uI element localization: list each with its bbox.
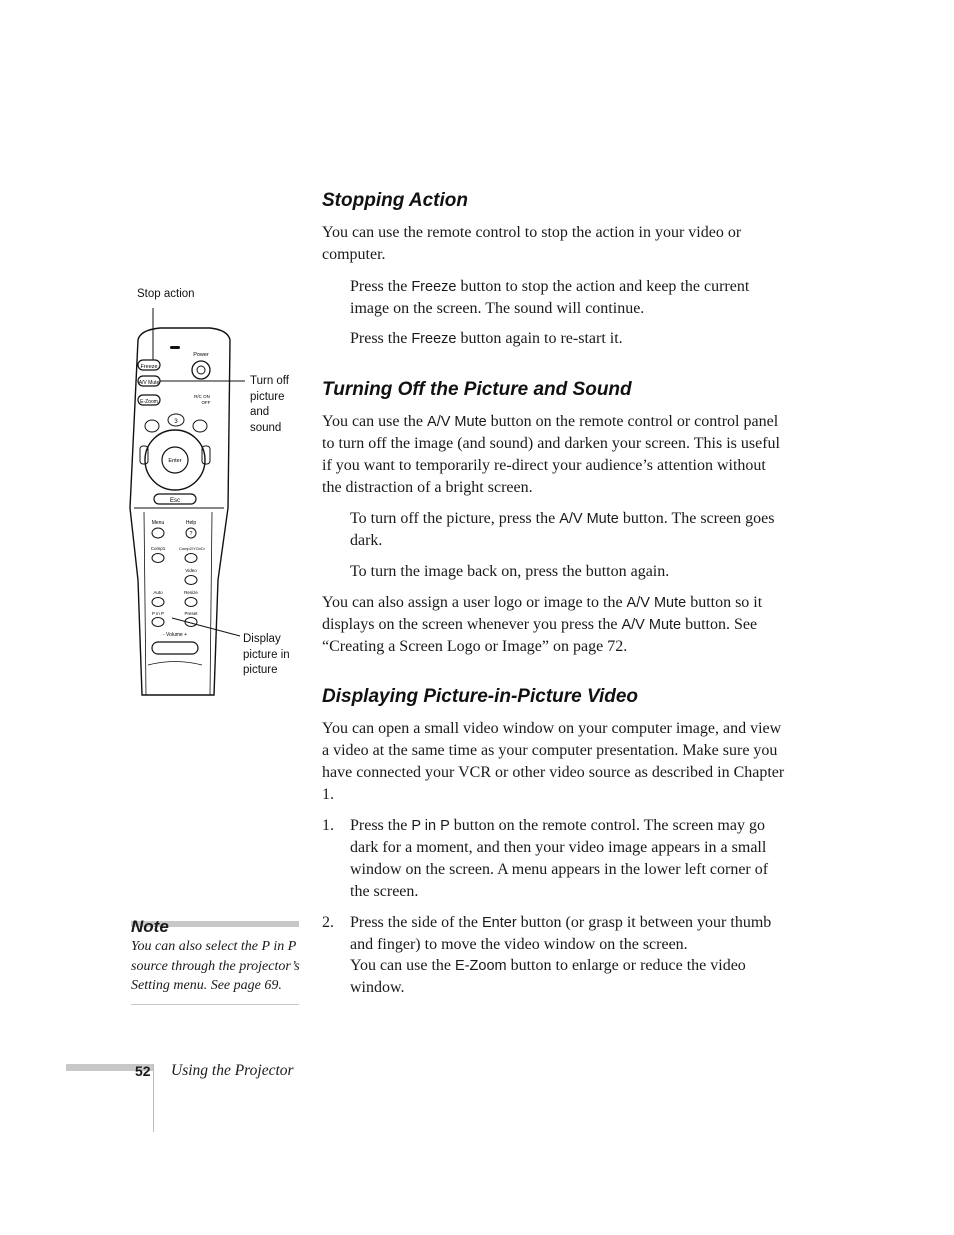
av-mute-ref-3: A/V Mute <box>626 595 687 611</box>
help-label: Help <box>185 520 197 526</box>
preset-label: Preset <box>184 611 198 616</box>
auto-button <box>152 598 164 607</box>
pinp-label: P in P <box>152 611 164 616</box>
pinp-button-ref: P in P <box>411 818 450 834</box>
remote-bottom-curve <box>148 662 202 666</box>
callout-pip-line2: picture in <box>243 648 290 661</box>
resize-label: Resize <box>184 590 198 595</box>
power-label: Power <box>193 352 209 358</box>
pip-item2b: You can use the E-Zoom button to enlarge or reduce the video window. <box>350 957 746 996</box>
callout-turn-off-line1: Turn off <box>250 375 289 387</box>
stopping-step1: Press the Freeze button to stop the action and keep the current image on the screen. The sound will continue. <box>350 278 750 317</box>
freeze-button-ref-2: Freeze <box>411 331 457 347</box>
av-mute-ref: A/V Mute <box>427 414 487 430</box>
volume-label: - Volume + <box>162 632 188 638</box>
power-button <box>192 361 210 379</box>
chapter-title: Using the Projector <box>171 1062 294 1079</box>
pip-intro: You can open a small video window on your computer image, and view a video at the same time as your computer presentation. Make sure you have connected your VCR or other video source as described in Chapter 1. <box>322 720 785 803</box>
remote-control-illustration <box>100 280 260 700</box>
pinp-button <box>152 618 164 627</box>
pip-item2: Press the side of the Enter button (or grasp it between your thumb and finger) to move the video window on the screen. <box>350 914 772 953</box>
rc-off-label: OFF <box>201 400 211 405</box>
freeze-button-label: Freeze <box>140 364 158 370</box>
av-mute-ref-4: A/V Mute <box>621 617 682 633</box>
turning-off-logo: You can also assign a user logo or image to the A/V Mute button so it displays on the screen whenever you press the A/V Mute button. See “Creating a Screen Logo or Image” on page 72. <box>322 594 763 655</box>
resize-button <box>185 598 197 607</box>
comp2-label: Comp2/YCbCr <box>178 546 206 551</box>
pip-item1-number: 1. <box>322 817 334 834</box>
rc-on-label: R/C ON <box>194 394 210 399</box>
av-mute-button-label: A/V Mute <box>138 380 160 386</box>
ezoom-button-ref: E-Zoom <box>455 958 507 974</box>
heading-stopping-action: Stopping Action <box>322 190 468 211</box>
auto-label: Auto <box>153 590 163 595</box>
pip-item1: Press the P in P button on the remote control. The screen may go dark for a moment, and then your video image appears in a small window on the screen. A menu appears in the lower left corner of the screen. <box>350 817 769 900</box>
ezoom-button-label: E-Zoom <box>140 399 158 405</box>
note-rule <box>131 1004 299 1005</box>
callout-turn-off-line3: and <box>250 406 270 418</box>
menu-label: Menu <box>151 520 165 526</box>
enter-button-ref: Enter <box>481 915 517 931</box>
stopping-step2: Press the Freeze button again to re-start it. <box>350 330 623 347</box>
esc-label: Esc <box>169 498 181 504</box>
turning-off-step1: To turn off the picture, press the A/V Mute button. The screen goes dark. <box>350 510 775 549</box>
callout-turn-off-line4: sound <box>250 421 282 434</box>
footer-divider <box>153 1064 154 1132</box>
num5-button <box>193 420 207 432</box>
stopping-intro: You can use the remote control to stop the action in your video or computer. <box>322 224 742 263</box>
led-indicator <box>170 346 180 349</box>
enter-label: Enter <box>168 458 182 464</box>
menu-button <box>152 528 164 538</box>
av-mute-ref-2: A/V Mute <box>559 511 619 527</box>
comp1-label: Comp1 <box>150 546 166 551</box>
pip-item2-number: 2. <box>322 914 334 931</box>
page-number: 52 <box>135 1063 151 1079</box>
heading-pip: Displaying Picture-in-Picture Video <box>322 686 639 707</box>
freeze-button-ref: Freeze <box>411 279 457 295</box>
power-icon <box>197 366 205 374</box>
comp1-button <box>152 554 164 563</box>
comp2-button <box>185 554 197 563</box>
callout-pip-line3: picture <box>243 664 278 676</box>
remote-side-ridges <box>144 512 212 695</box>
help-icon: ? <box>189 531 193 537</box>
num1-button <box>145 420 159 432</box>
callout-pip-line1: Display <box>243 633 281 645</box>
volume-button <box>152 642 198 654</box>
heading-turning-off: Turning Off the Picture and Sound <box>322 379 632 400</box>
callout-turn-off-line2: picture <box>250 390 285 403</box>
note-title: Note <box>131 917 169 936</box>
callout-stop-action: Stop action <box>137 288 195 300</box>
video-label: Video <box>185 568 197 573</box>
num3-label: 3 <box>174 419 178 425</box>
turning-off-intro: You can use the A/V Mute button on the remote control or control panel to turn off the image (and sound) and darken your screen. This is useful if you want to temporarily re-direct your audience’s attention without the distraction of a bright screen. <box>322 413 780 496</box>
video-button <box>185 576 197 585</box>
turning-off-step2: To turn the image back on, press the button again. <box>350 563 670 580</box>
note-text: You can also select the P in P source through the projector’s Setting menu. See page 69. <box>131 939 300 993</box>
